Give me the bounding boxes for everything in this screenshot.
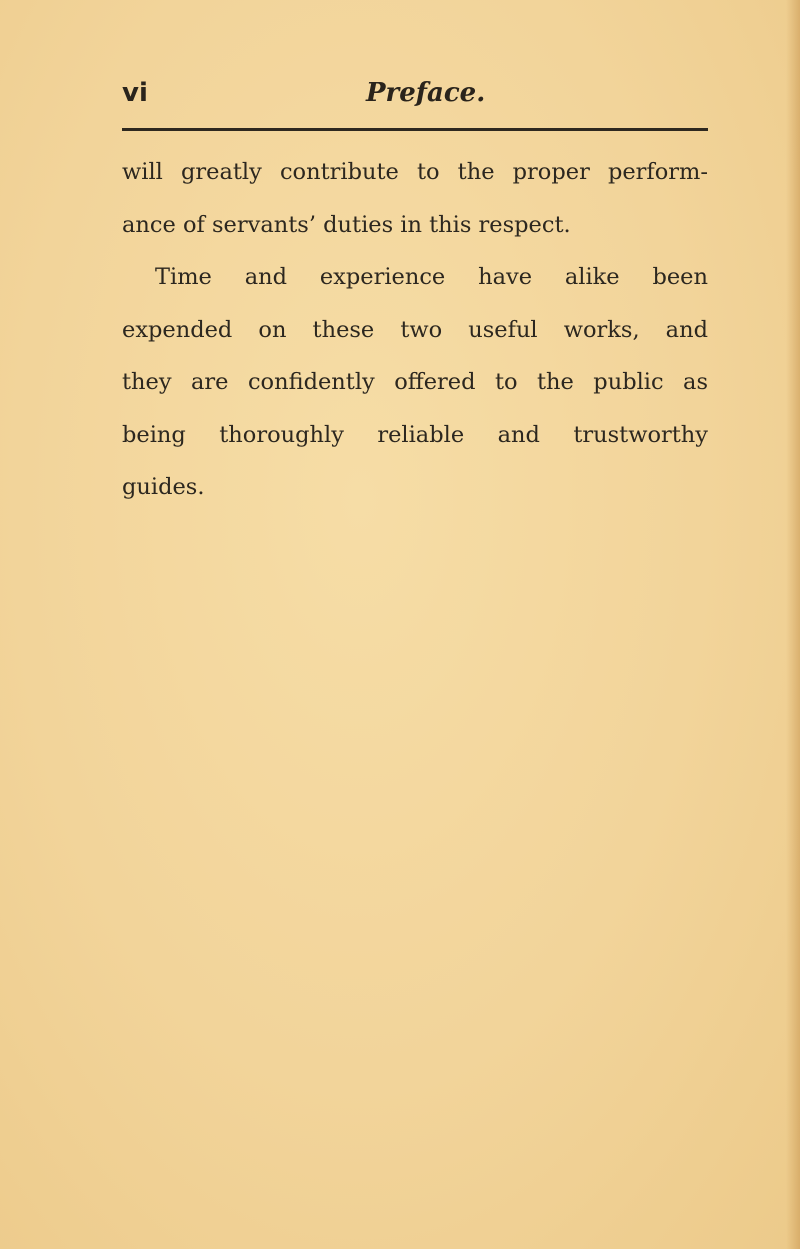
text-line: expended on these two useful works, and [122, 316, 708, 343]
text-line: will greatly contribute to the proper perform- [122, 159, 708, 185]
text-line: guides. [122, 474, 205, 500]
text-line: ance of servants’ duties in this respect. [122, 211, 571, 238]
body-paragraphs [122, 146, 708, 514]
text-line: they are confidently offered to the public as [122, 369, 708, 395]
header-rule [122, 128, 708, 131]
page-number: vi [122, 78, 148, 108]
page-edge-shadow [786, 0, 800, 1249]
text-line: Time and experience have alike been [155, 264, 708, 290]
text-line: being thoroughly reliable and trustworthy [122, 421, 708, 448]
running-title: Preface. [366, 78, 486, 108]
running-head [122, 76, 708, 116]
